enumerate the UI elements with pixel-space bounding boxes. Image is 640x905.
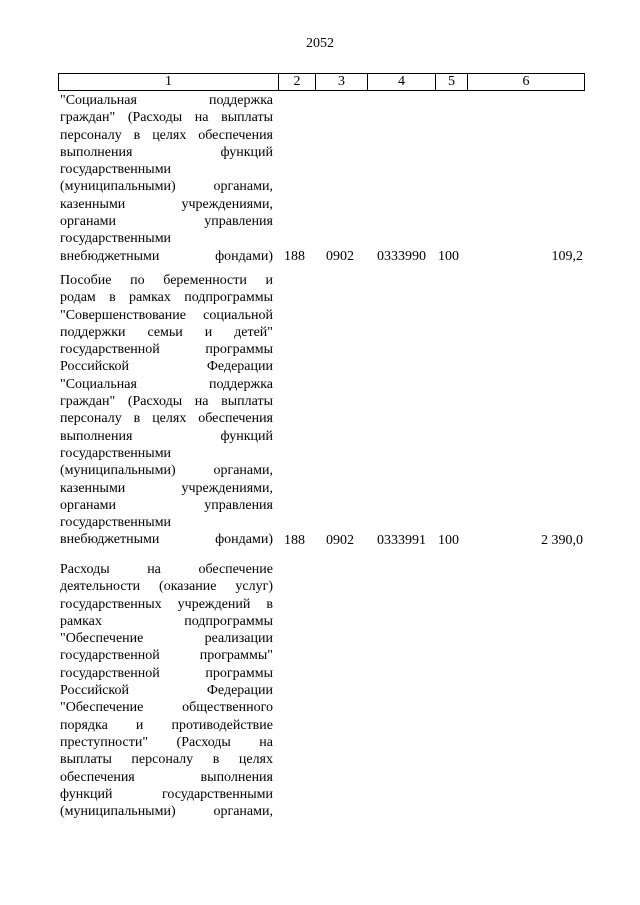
page-number: 2052 xyxy=(306,36,334,51)
row-cs: 0333991 xyxy=(377,533,426,548)
row-cs: 0333990 xyxy=(377,249,426,264)
row-sum: 109,2 xyxy=(551,249,583,264)
row-description: Пособие по беременности и родам в рамках подпрограммы "Совершенствование социальной поддержки семьи и детей" государственной программы Российской Федерации "Социальная поддержка граждан" (Расходы на выплаты персоналу в целях обеспечения выполнения функций государственными (муниципальными) органами, казенными учреждениями, органами управления государственными внебюджетными фондами) xyxy=(60,273,273,548)
table-row xyxy=(58,272,585,554)
row-vr: 100 xyxy=(438,533,459,548)
header-col-6: 6 xyxy=(522,74,530,89)
row-rz: 0902 xyxy=(326,249,354,264)
row-gr: 188 xyxy=(284,249,305,264)
table-row xyxy=(58,92,585,267)
row-gr: 188 xyxy=(284,533,305,548)
table-header xyxy=(58,73,585,91)
header-col-2: 2 xyxy=(279,74,316,90)
row-description: Расходы на обеспечение деятельности (оказание услуг) государственных учреждений в рамках подпрограммы "Обеспечение реализации государственной программы" государственной программы Российской Федерации "Обеспечение общественного порядка и противодействие преступности" (Расходы на выплаты персоналу в целях обеспечения выполнения функций государственными (муниципальными) органами, xyxy=(60,562,273,820)
header-col-4: 4 xyxy=(368,74,436,90)
header-col-1: 1 xyxy=(59,74,279,90)
header-col-3: 3 xyxy=(316,74,368,90)
row-sum: 2 390,0 xyxy=(541,533,583,548)
header-col-5: 5 xyxy=(436,74,468,90)
row-description: "Социальная поддержка граждан" (Расходы на выплаты персоналу в целях обеспечения выполнения функций государственными (муниципальными) органами, казенными учреждениями, органами управления государственными внебюджетными фондами) xyxy=(60,93,273,264)
row-rz: 0902 xyxy=(326,533,354,548)
table-row xyxy=(58,561,585,826)
row-vr: 100 xyxy=(438,249,459,264)
